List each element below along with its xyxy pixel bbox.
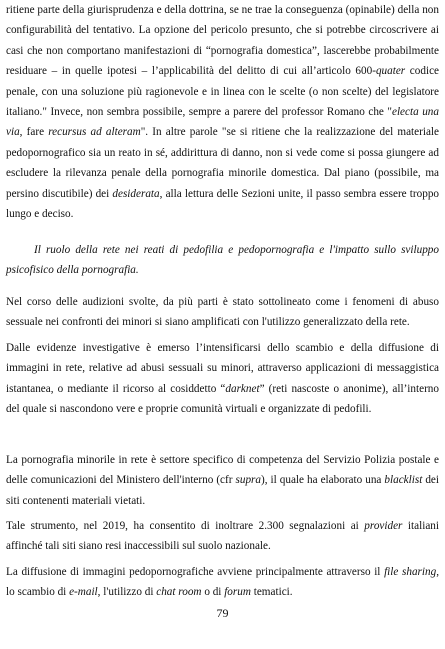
text-run: , l'utilizzo di [97, 586, 157, 599]
text-run: tematici. [250, 586, 293, 599]
italic-run: provider [364, 520, 403, 532]
italic-run: blacklist [384, 474, 423, 487]
text-run: Dalle evidenze investigative è emerso l’intensificarsi dello scambio e della diffusione di immagini in rete, relative ad abusi sessuali su minori, attraverso applicazioni di messaggistica istantanea, o mediante il ricorso al cosiddetto “ [6, 342, 439, 395]
text-run: codice penale, con una soluzione più ragionevole e in linea con le scelte (o non scelte) del legislatore italiano." Invece, non sembra possibile, sempre a parere del professor Romano che " [6, 65, 439, 119]
section-heading: Il ruolo della rete nei reati di pedofilia e pedopornografia e l'impatto sullo sviluppo psicofisico della pornografia. [6, 244, 439, 277]
paragraph-audizioni: Nel corso delle audizioni svolte, da più parti è stato sottolineato come i fenomeni di abuso sessuale nei confronti dei minori si siano amplificati con l'utilizzo generalizzato della rete. [6, 296, 439, 329]
italic-run: e-mail [69, 586, 98, 599]
text-run: italiani affinché tali siti siano resi inaccessibili sul suolo nazionale. [6, 520, 439, 553]
text-run: La pornografia minorile in rete è settore specifico di competenza del Servizio Polizia postale e delle comunicazioni del Ministero dell'interno (cfr [6, 454, 439, 487]
italic-run: quater [375, 65, 406, 78]
italic-run: chat room [156, 586, 202, 599]
text-run: ” (reti nascoste o anonime), all’interno del quale si nascondono vere e proprie comunità virtuali e organizzate di pedofili. [6, 382, 439, 416]
italic-run: forum [224, 586, 251, 599]
text-run: o di [201, 586, 225, 599]
italic-run: darknet [225, 382, 260, 395]
text-run: ), il quale ha elaborato una [261, 474, 385, 487]
italic-run: electa una via [6, 106, 439, 139]
paragraph-pornografia-rete [6, 450, 439, 511]
paragraph-diffusione [6, 562, 439, 603]
text-run: ritiene parte della giurisprudenza e della dottrina, se ne trae la conseguenza (opinabile) della non configurabilità del tentativo. La opzione del pericolo presunto, che si potrebbe circoscrivere ai casi che non comportano manifestazioni di “pornografia domestica”, lascerebbe probabilmente residuare – in quelle ipotesi – l’applicabilità del delitto di cui all’articolo 600- [6, 4, 439, 78]
paragraph-evidenze [6, 338, 439, 420]
paragraph-continuation [6, 0, 439, 224]
paragraph-strumento [6, 516, 439, 557]
text-run: , alla lettura delle Sezioni unite, il passo sembra essere troppo lungo e deciso. [6, 187, 440, 221]
italic-run: supra [235, 474, 261, 487]
text-run: , lo scambio di [6, 566, 439, 599]
text-run: dei siti contenenti materiali vietati. [6, 474, 439, 507]
text-run: ". In altre parole "se si ritiene che la realizzazione del materiale pedopornografico sia un reato in sé, addirittura di danno, non si vede come si possa giungere ad escludere la rilevanza penale della pornografia minorile domestica. Dal piano (possibile, ma persino discutibile) dei [6, 126, 440, 200]
text-run: Tale strumento, nel 2019, ha consentito di inoltrare 2.300 segnalazioni ai [6, 520, 365, 532]
text-run: La diffusione di immagini pedopornografiche avviene principalmente attraverso il [6, 566, 385, 578]
italic-run: recursus ad alteram [48, 126, 141, 139]
page-number: 79 [216, 606, 229, 620]
italic-run: desiderata [112, 187, 160, 200]
italic-run: file sharing [384, 566, 437, 578]
text-run: , fare [19, 126, 49, 139]
